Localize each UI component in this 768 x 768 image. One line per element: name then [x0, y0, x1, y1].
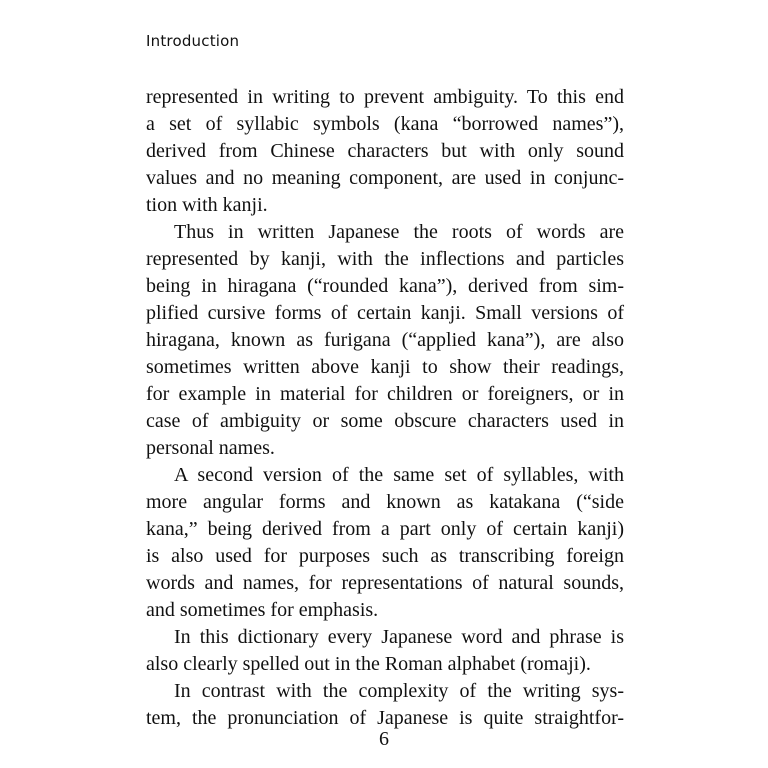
text-line: plified cursive forms of certain kanji. Small versions of — [146, 302, 624, 324]
text-line: values and no meaning component, are used in conjunc- — [146, 167, 624, 189]
text-line: sometimes written above kanji to show their readings, — [146, 356, 624, 378]
text-line: A second version of the same set of syllables, with — [174, 464, 624, 486]
text-line: In this dictionary every Japanese word and phrase is — [174, 626, 624, 648]
text-line: case of ambiguity or some obscure characters used in — [146, 410, 624, 432]
text-line: is also used for purposes such as transcribing foreign — [146, 545, 624, 567]
text-line: words and names, for representations of natural sounds, — [146, 572, 624, 594]
text-line: for example in material for children or foreigners, or in — [146, 383, 624, 405]
running-head: Introduction — [146, 32, 240, 50]
text-line: hiragana, known as furigana (“applied kana”), are also — [146, 329, 624, 351]
text-line: tem, the pronunciation of Japanese is quite straightfor- — [146, 707, 624, 729]
text-line: more angular forms and known as katakana (“side — [146, 491, 624, 513]
text-line: kana,” being derived from a part only of certain kanji) — [146, 518, 624, 540]
text-line: also clearly spelled out in the Roman alphabet (romaji). — [146, 653, 591, 675]
text-line: and sometimes for emphasis. — [146, 599, 379, 621]
body-text — [146, 84, 624, 732]
text-line: represented in writing to prevent ambiguity. To this end — [146, 86, 624, 108]
text-line: Thus in written Japanese the roots of words are — [174, 221, 624, 243]
text-line: a set of syllabic symbols (kana “borrowed names”), — [146, 113, 624, 135]
text-line: In contrast with the complexity of the writing sys- — [174, 680, 624, 702]
page-number: 6 — [379, 728, 389, 750]
text-line: personal names. — [146, 437, 275, 459]
text-line: derived from Chinese characters but with only sound — [146, 140, 624, 162]
text-line: tion with kanji. — [146, 194, 268, 216]
text-line: represented by kanji, with the inflections and particles — [146, 248, 624, 270]
text-line: being in hiragana (“rounded kana”), derived from sim- — [146, 275, 624, 297]
